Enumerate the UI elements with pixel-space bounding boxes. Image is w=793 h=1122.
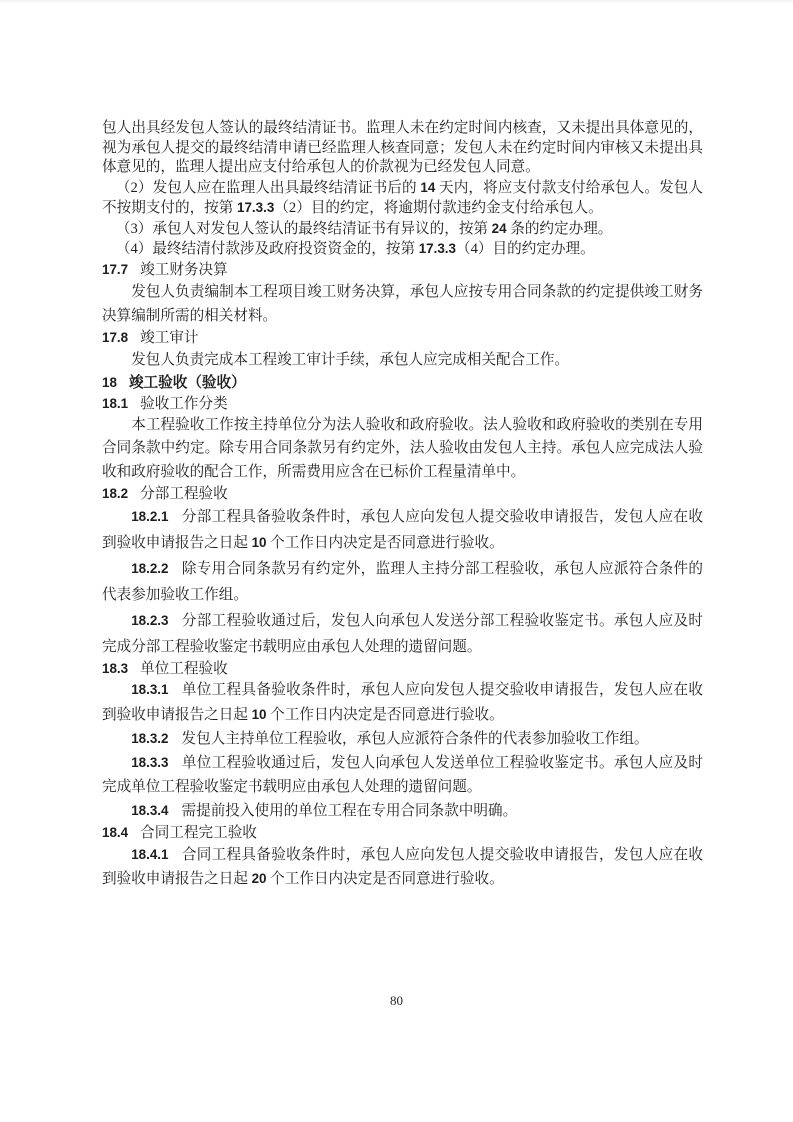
clause-text: 合同工程具备验收条件时，承包人应向发包人提交验收申请报告，发包人应在收到验收申请报告之日起: [102, 847, 703, 887]
clause-18-3-3: [102, 751, 703, 799]
heading-17-8: [102, 328, 703, 348]
clause-number: 18.3.2: [131, 731, 169, 746]
heading-17-7: [102, 260, 703, 280]
item-text: （4）最终结清付款涉及政府投资资金的，按第: [115, 241, 419, 257]
list-item-2-final-settlement-payment: [102, 178, 703, 219]
heading-title: 竣工验收（验收）: [128, 374, 246, 391]
clause-18-2-1: [102, 504, 703, 556]
heading-18-3: [102, 660, 703, 678]
number-working-days: 10: [251, 535, 267, 550]
clause-18-4-1: [102, 843, 703, 891]
clause-number: 18.3.3: [131, 755, 169, 770]
heading-number: 17.8: [102, 329, 129, 345]
clause-18-2-2: [102, 556, 703, 608]
paragraph-17-7-body: 发包人负责编制本工程项目竣工财务决算，承包人应按专用合同条款的约定提供竣工财务决算编制所需的相关材料。: [102, 283, 703, 324]
item-text: 条的约定办理。: [506, 220, 613, 237]
clause-number: 18.3.4: [131, 803, 169, 818]
item-text: （2）发包人应在监理人出具最终结清证书后的: [115, 179, 421, 196]
clause-text: 个工作日内决定是否同意进行验收。: [266, 706, 504, 723]
list-item-3-dispute: [102, 219, 703, 240]
clause-18-3-1: [102, 678, 703, 727]
heading-18-2: [102, 484, 703, 504]
list-item-4-government-funds: [102, 239, 703, 260]
heading-title: 验收工作分类: [140, 395, 228, 412]
clause-text: 发包人主持单位工程验收，承包人应派符合条件的代表参加验收工作组。: [181, 731, 649, 747]
clause-number: 18.4.1: [131, 847, 169, 862]
clause-number: 18.3.1: [131, 682, 169, 697]
item-text: （2）目的约定，将逾期付款违约金支付给承包人。: [274, 200, 603, 216]
clause-number: 18.2.1: [131, 509, 169, 524]
page-number: 80: [390, 993, 403, 1008]
heading-title: 单位工程验收: [140, 661, 228, 677]
contract-text-column: [102, 2, 703, 891]
paragraph-17-8-body: 发包人负责完成本工程竣工审计手续，承包人应完成相关配合工作。: [131, 351, 570, 368]
clause-number: 18.2.2: [131, 561, 169, 576]
clause-text: 分部工程具备验收条件时，承包人应向发包人提交验收申请报告，发包人应在收到验收申请报告之日起: [102, 509, 703, 551]
clause-ref-number: 24: [491, 220, 507, 236]
paragraph-final-settlement-continuation: 包人出具经发包人签认的最终结清证书。监理人未在约定时间内核查，又未提出具体意见的，视为承包人提交的最终结清申请已经监理人核查同意；发包人未在约定时间内审核又未提出具体意见的，监理人提出应支付给承包人的价款视为已经发包人同意。: [102, 120, 703, 175]
clause-18-3-2: [102, 727, 703, 751]
heading-title: 分部工程验收: [140, 486, 228, 502]
clause-text: 分部工程验收通过后，发包人向承包人发送分部工程验收鉴定书。承包人应及时完成分部工程验收鉴定书载明应由承包人处理的遗留问题。: [102, 613, 703, 655]
heading-number: 17.7: [102, 261, 129, 277]
clause-ref-number: 17.3.3: [418, 241, 457, 256]
paragraph-18-1-body: 本工程验收工作按主持单位分为法人验收和政府验收。法人验收和政府验收的类别在专用合同条款中约定。除专用合同条款另有约定外，法人验收由发包人主持。承包人应完成法人验收和政府验收的配合工作，所需费用应含在已标价工程量清单中。: [102, 416, 703, 480]
item-text: （4）目的约定办理。: [456, 241, 595, 257]
heading-18-1: [102, 394, 703, 414]
heading-title: 合同工程完工验收: [140, 825, 257, 841]
item-text: （3）承包人对发包人签认的最终结清证书有异议的，按第: [115, 220, 492, 237]
heading-number: 18.2: [102, 486, 129, 501]
heading-number: 18: [102, 374, 117, 390]
clause-ref-number: 17.3.3: [237, 200, 275, 215]
clause-18-2-3: [102, 608, 703, 660]
heading-18: [102, 372, 703, 394]
item-text: 天内，将应支付款支付给承包人。发包人不按期支付的，按第: [102, 179, 703, 216]
number-working-days: 10: [251, 706, 267, 722]
heading-title: 竣工审计: [140, 329, 199, 346]
number-working-days: 20: [251, 871, 267, 886]
heading-18-4: [102, 823, 703, 843]
clause-text: 除专用合同条款另有约定外，监理人主持分部工程验收，承包人应派符合条件的代表参加验收工作组。: [102, 561, 703, 603]
clause-number: 18.2.3: [131, 613, 169, 628]
clause-text: 个工作日内决定是否同意进行验收。: [266, 871, 504, 887]
number-days: 14: [420, 179, 436, 195]
heading-number: 18.3: [102, 661, 129, 676]
heading-title: 竣工财务决算: [140, 261, 228, 278]
clause-text: 单位工程验收通过后，发包人向承包人发送单位工程验收鉴定书。承包人应及时完成单位工程验收鉴定书载明应由承包人处理的遗留问题。: [102, 755, 703, 795]
clause-text: 个工作日内决定是否同意进行验收。: [266, 535, 504, 551]
heading-number: 18.4: [102, 825, 129, 840]
clause-text: 单位工程具备验收条件时，承包人应向发包人提交验收申请报告，发包人应在收到验收申请报告之日起: [102, 682, 703, 723]
clause-18-3-4: [102, 799, 703, 823]
clause-text: 需提前投入使用的单位工程在专用合同条款中明确。: [181, 803, 518, 819]
heading-number: 18.1: [102, 395, 129, 411]
